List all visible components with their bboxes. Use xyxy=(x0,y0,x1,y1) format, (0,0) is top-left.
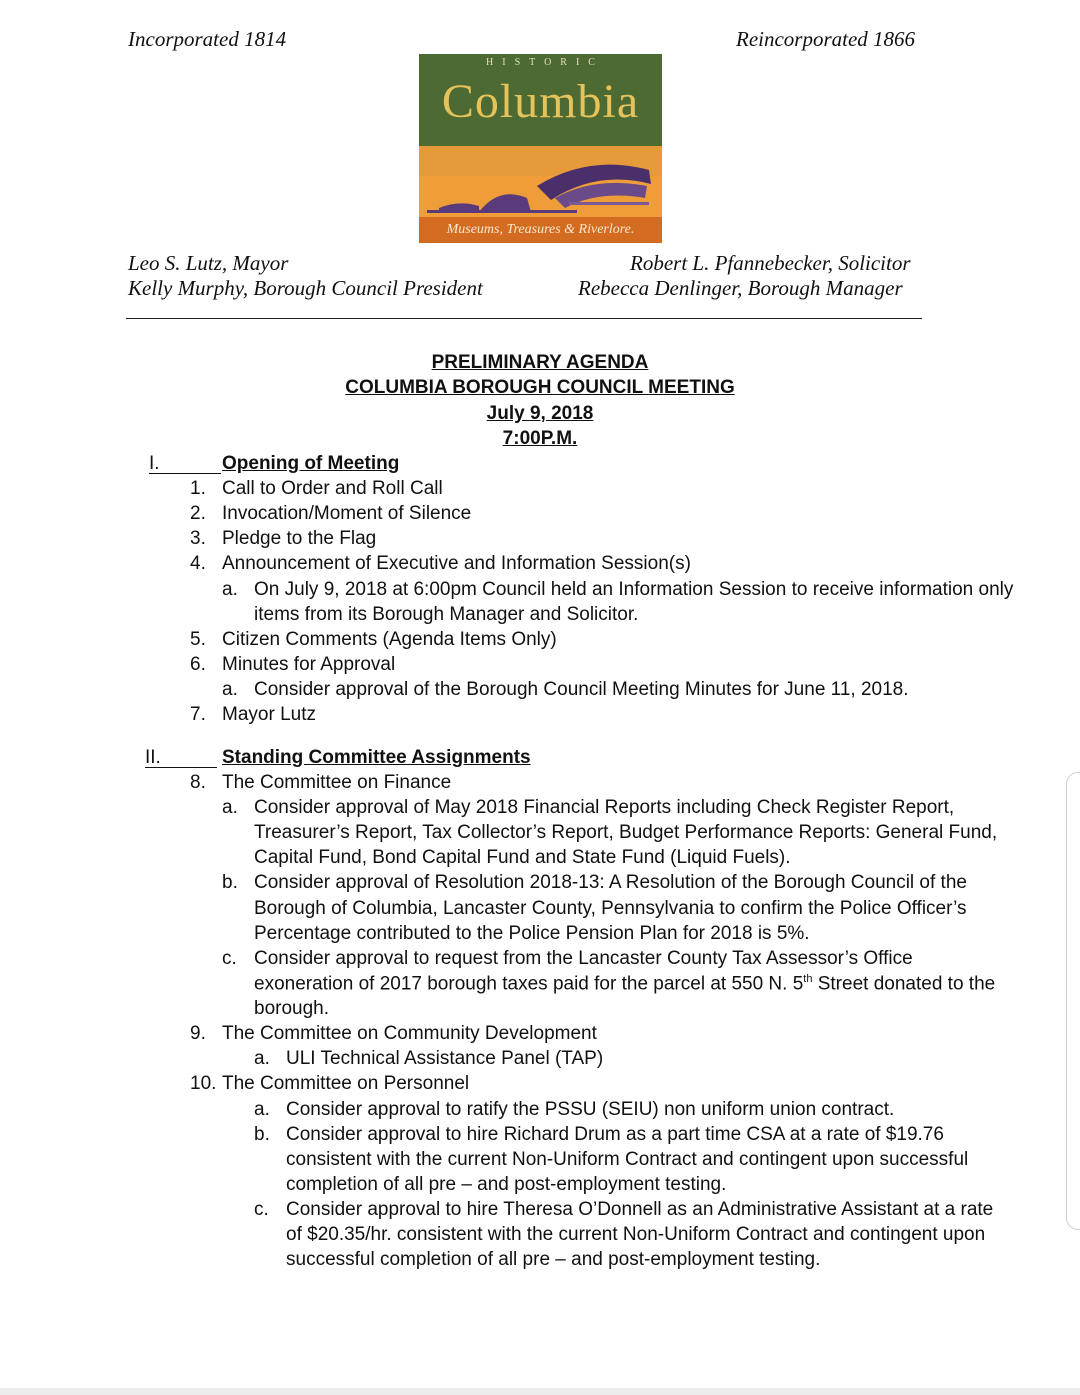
item-number: 5. xyxy=(190,629,206,650)
official-mayor: Leo S. Lutz, Mayor xyxy=(128,251,289,275)
meeting-date: July 9, 2018 xyxy=(486,403,594,424)
item-number: 2. xyxy=(190,503,206,524)
sub-item-text: Consider approval to ratify the PSSU (SEIU) non uniform union contract. xyxy=(286,1099,895,1120)
agenda-item: Invocation/Moment of Silence xyxy=(222,503,472,524)
sub-item-text-part: Street donated to the xyxy=(812,973,996,995)
section-heading: Standing Committee Assignments xyxy=(222,747,531,768)
sub-item-text: items from its Borough Manager and Solicitor. xyxy=(254,604,639,625)
sub-item-letter: a. xyxy=(254,1048,270,1069)
meeting-time: 7:00P.M. xyxy=(502,428,578,449)
sub-item-text: successful completion of all pre – and post-employment testing. xyxy=(286,1249,821,1270)
sub-item-text: Borough of Columbia, Lancaster County, Pennsylvania to confirm the Police Officer’s xyxy=(254,898,967,919)
ordinal-suffix: th xyxy=(803,973,813,985)
sub-item-text: completion of all pre – and post-employment testing. xyxy=(286,1174,727,1195)
sub-item-text: Consider approval of Resolution 2018-13: A Resolution of the Borough Council of the xyxy=(254,872,967,893)
sub-item-text: Percentage contributed to the Police Pension Plan for 2018 is 5%. xyxy=(254,923,810,944)
logo-historic-text: HISTORIC xyxy=(419,54,662,72)
sub-item-text: Consider approval to request from the Lancaster County Tax Assessor’s Office xyxy=(254,948,913,969)
section-heading: Opening of Meeting xyxy=(222,453,400,474)
sub-item-text: On July 9, 2018 at 6:00pm Council held an Information Session to receive information only xyxy=(254,579,1014,600)
sub-item-letter: c. xyxy=(222,948,237,969)
agenda-item: Pledge to the Flag xyxy=(222,528,377,549)
agenda-item: Mayor Lutz xyxy=(222,704,316,725)
agenda-item: Announcement of Executive and Information Session(s) xyxy=(222,553,691,574)
official-solicitor: Robert L. Pfannebecker, Solicitor xyxy=(630,251,911,275)
logo-tagline: Museums, Treasures & Riverlore. xyxy=(419,217,662,243)
sub-item-letter: a. xyxy=(222,579,238,600)
agenda-item: Call to Order and Roll Call xyxy=(222,478,443,499)
sub-item-letter: b. xyxy=(222,872,238,893)
sub-item-text: Consider approval of the Borough Council Meeting Minutes for June 11, 2018. xyxy=(254,679,909,700)
item-number: 7. xyxy=(190,704,206,725)
logo-title: Columbia xyxy=(441,75,640,128)
section-numeral: I. xyxy=(149,454,221,474)
sub-item-text: of $20.35/hr. consistent with the current Non-Uniform Contract and contingent upon xyxy=(286,1224,986,1245)
item-number: 6. xyxy=(190,654,206,675)
item-number: 4. xyxy=(190,553,206,574)
sub-item-text xyxy=(254,973,995,995)
item-number: 3. xyxy=(190,528,206,549)
section-numeral: II. xyxy=(145,748,217,768)
meeting-title: COLUMBIA BOROUGH COUNCIL MEETING xyxy=(345,377,735,398)
sub-item-letter: b. xyxy=(254,1124,270,1145)
sub-item-text-part: exoneration of 2017 borough taxes paid for the parcel at 550 N. 5 xyxy=(254,973,804,995)
item-number: 1. xyxy=(190,478,206,499)
scroll-handle[interactable] xyxy=(1066,772,1080,1230)
item-number: 9. xyxy=(190,1023,206,1044)
sub-item-text: Consider approval of May 2018 Financial Reports including Check Register Report, xyxy=(254,797,955,818)
sub-item-letter: a. xyxy=(254,1099,270,1120)
sub-item-letter: c. xyxy=(254,1199,269,1220)
agenda-item: The Committee on Finance xyxy=(222,772,452,793)
reincorporated-text: Reincorporated 1866 xyxy=(736,27,916,51)
sub-item-letter: a. xyxy=(222,797,238,818)
official-borough-manager: Rebecca Denlinger, Borough Manager xyxy=(578,276,903,300)
viewer-bottom-bar xyxy=(0,1388,1080,1395)
agenda-item: The Committee on Personnel xyxy=(222,1073,470,1094)
agenda-item: Minutes for Approval xyxy=(222,654,396,675)
header-divider xyxy=(126,318,922,319)
agenda-title: PRELIMINARY AGENDA xyxy=(431,352,649,373)
sub-item-letter: a. xyxy=(222,679,238,700)
sub-item-text: ULI Technical Assistance Panel (TAP) xyxy=(286,1048,604,1069)
item-number: 8. xyxy=(190,772,206,793)
sub-item-text: consistent with the current Non-Uniform Contract and contingent upon successful xyxy=(286,1149,969,1170)
sub-item-text: Consider approval to hire Theresa O’Donnell as an Administrative Assistant at a rate xyxy=(286,1199,994,1220)
agenda-item: The Committee on Community Development xyxy=(222,1023,597,1044)
sub-item-text: Treasurer’s Report, Tax Collector’s Report, Budget Performance Reports: General Fund, xyxy=(254,822,998,843)
official-council-president: Kelly Murphy, Borough Council President xyxy=(128,276,483,300)
sub-item-text: Consider approval to hire Richard Drum as a part time CSA at a rate of $19.76 xyxy=(286,1124,944,1145)
historic-columbia-logo xyxy=(419,54,662,243)
incorporated-text: Incorporated 1814 xyxy=(128,27,287,51)
agenda-item: Citizen Comments (Agenda Items Only) xyxy=(222,629,557,650)
sub-item-text: Capital Fund, Bond Capital Fund and State Fund (Liquid Fuels). xyxy=(254,847,791,868)
item-number: 10. xyxy=(190,1073,217,1094)
sub-item-text: borough. xyxy=(254,998,330,1019)
